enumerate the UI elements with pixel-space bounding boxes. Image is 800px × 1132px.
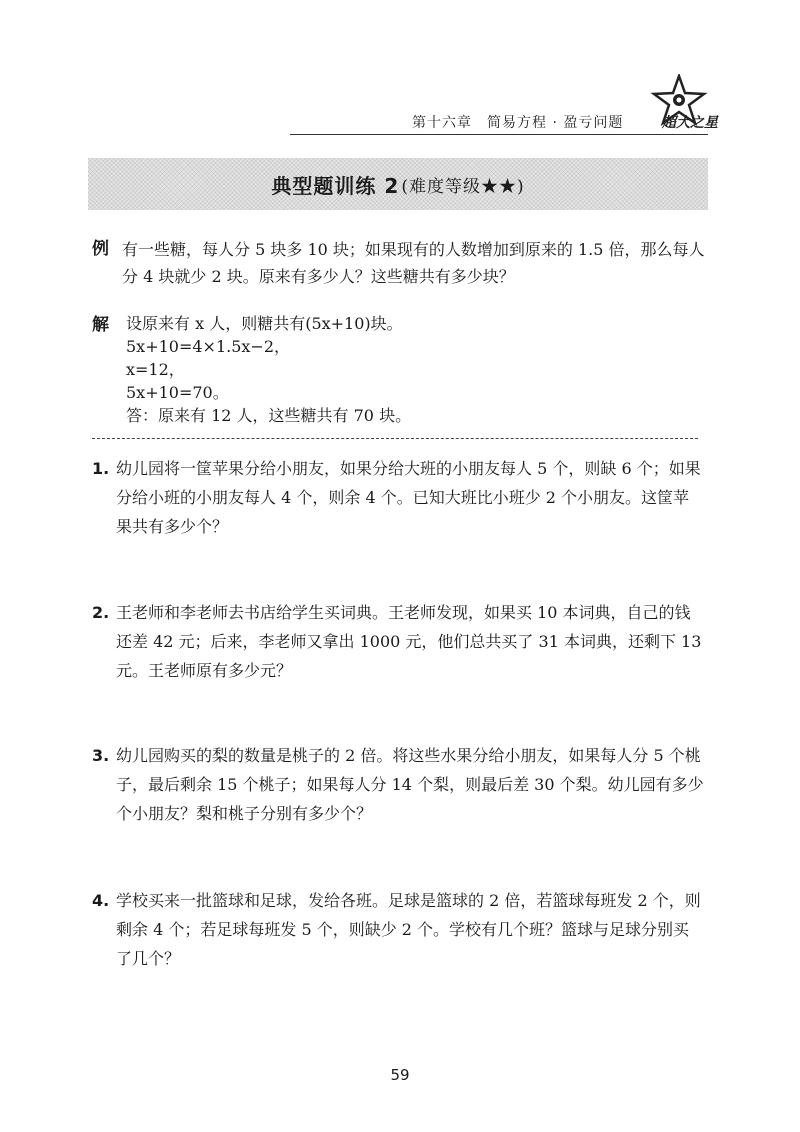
dashed-divider bbox=[92, 438, 698, 439]
example-tag: 例 bbox=[92, 239, 109, 259]
problem-item bbox=[92, 886, 704, 973]
problem-text: 王老师和李老师去书店给学生买词典。王老师发现，如果买 10 本词典，自己的钱还差 42 元；后来，李老师又拿出 1000 元，他们总共买了 31 本词典，还剩下 13 元。王老师原有多少元？ bbox=[116, 603, 702, 680]
problem-number: 2. bbox=[92, 603, 110, 622]
problem-item bbox=[92, 454, 704, 541]
problem-number: 4. bbox=[92, 891, 110, 910]
problem-number: 1. bbox=[92, 459, 110, 478]
problem-item bbox=[92, 598, 704, 685]
section-title-band bbox=[88, 158, 708, 210]
example-text: 有一些糖，每人分 5 块多 10 块；如果现有的人数增加到原来的 1.5 倍，那么每人分 4 块就少 2 块。原来有多少人？这些糖共有多少块？ bbox=[122, 240, 705, 286]
problem-text: 幼儿园将一筐苹果分给小朋友，如果分给大班的小朋友每人 5 个，则缺 6 个；如果分给小班的小朋友每人 4 个，则余 4 个。已知大班比小班少 2 个小朋友。这筐苹果共有多少个？ bbox=[116, 459, 701, 536]
problem-text: 学校买来一批篮球和足球，发给各班。足球是篮球的 2 倍，若篮球每班发 2 个，则剩余 4 个；若足球每班发 5 个，则缺少 2 个。学校有几个班？篮球与足球分别买了几个？ bbox=[116, 891, 701, 968]
header-divider bbox=[290, 134, 708, 135]
problem-text: 幼儿园购买的梨的数量是桃子的 2 倍。将这些水果分给小朋友，如果每人分 5 个桃子，最后剩余 15 个桃子；如果每人分 14 个梨，则最后差 30 个梨。幼儿园有多少个小朋友？梨和桃子分别有多少个？ bbox=[116, 746, 704, 823]
solution-line: 设原来有 x 人，则糖共有(5x+10)块。 bbox=[126, 314, 403, 333]
chapter-header: 第十六章 简易方程 · 盈亏问题 bbox=[412, 115, 624, 131]
problem-item bbox=[92, 741, 704, 828]
solution-line: 答：原来有 12 人，这些糖共有 70 块。 bbox=[126, 406, 412, 425]
brand-wordmark: 超大之星 bbox=[662, 115, 718, 131]
solution-tag: 解 bbox=[92, 315, 109, 335]
solution-block bbox=[92, 312, 706, 427]
solution-line: 5x+10=70。 bbox=[126, 383, 229, 402]
problem-number: 3. bbox=[92, 746, 110, 765]
example-block bbox=[92, 236, 706, 290]
page-number: 59 bbox=[390, 1066, 410, 1084]
solution-line: 5x+10=4×1.5x−2， bbox=[126, 337, 291, 356]
section-title: 典型题训练 2 bbox=[271, 173, 400, 198]
difficulty-label: (难度等级★★) bbox=[401, 176, 525, 197]
solution-line: x=12， bbox=[126, 360, 185, 379]
